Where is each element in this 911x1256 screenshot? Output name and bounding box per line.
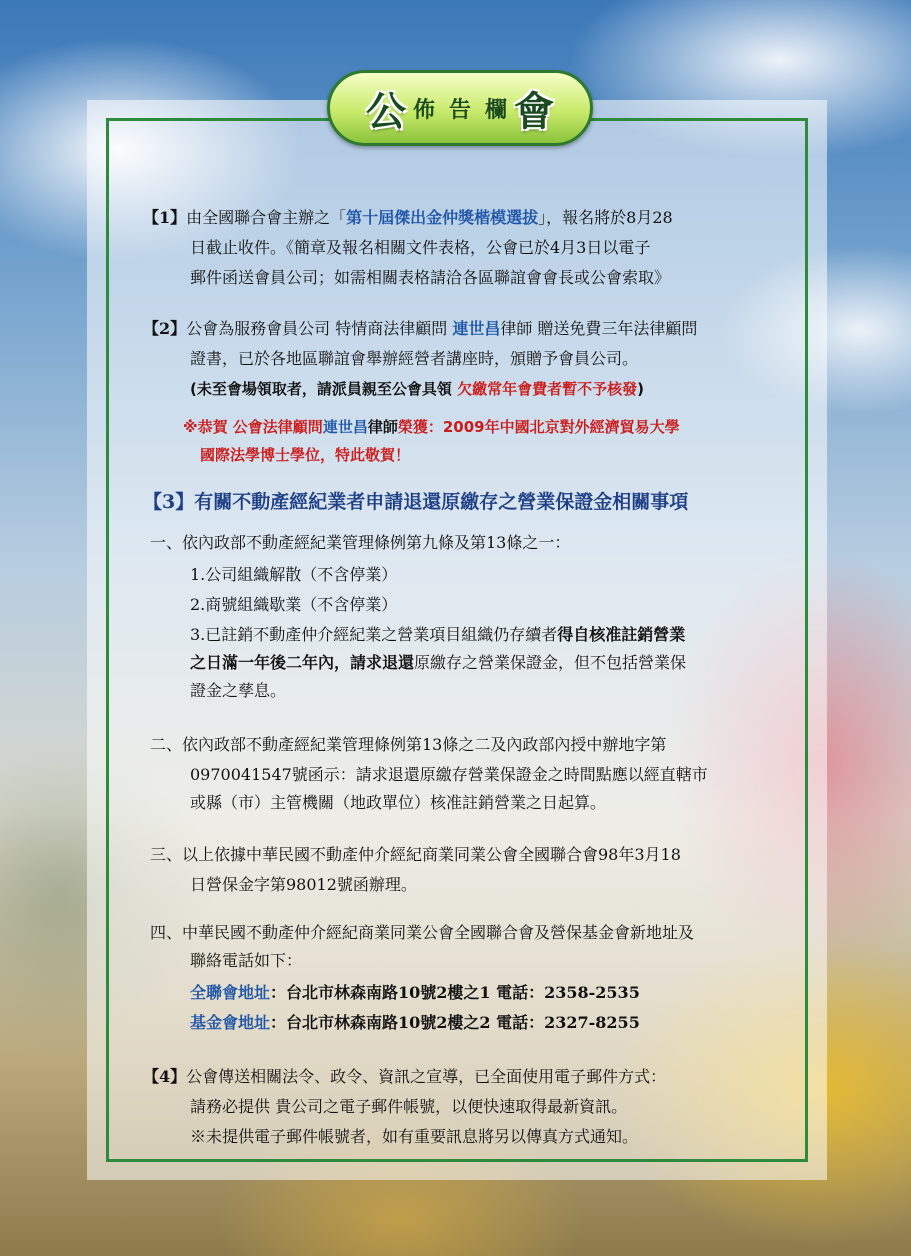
item2-congrats-line2: 國際法學博士學位，特此敬賀！	[200, 446, 411, 464]
item2-text-b: 律師 贈送免費三年法律顧問	[500, 319, 698, 338]
item2-close-paren: )	[637, 380, 644, 398]
bulletin-title-badge	[327, 70, 593, 146]
item1-line1	[143, 203, 673, 233]
item1-marker: 【1】	[143, 208, 187, 227]
item2-line1	[143, 314, 697, 344]
item4-text: 公會傳送相關法令、政令、資訊之宣導，已全面使用電子郵件方式：	[186, 1067, 667, 1086]
item1-event-name: 第十屆傑出金仲獎楷模選拔	[346, 208, 539, 227]
fund-address-line	[190, 1008, 640, 1038]
item3-sub1-point3-line1	[190, 620, 685, 650]
congrats-award: 榮獲：2009年中國北京對外經濟貿易大學	[397, 418, 680, 436]
item2-marker: 【2】	[143, 319, 187, 338]
congrats-title: 律師	[367, 418, 398, 436]
point3-bold-text: 得自核准註銷營業	[557, 625, 686, 644]
item2-text-a: 公會為服務會員公司 特情商法律顧問	[186, 319, 453, 338]
title-char-3: 告	[448, 97, 471, 123]
item3-sub4-line2: 聯絡電話如下：	[190, 951, 303, 970]
point3-text: 3.已註銷不動產仲介經紀業之營業項目組織仍存續者	[190, 625, 558, 644]
fund-address-label: 基金會地址	[190, 1013, 271, 1032]
item4-line3: ※未提供電子郵件帳號者，如有重要訊息將另以傳真方式通知。	[190, 1127, 639, 1146]
item2-pickup-note: (未至會場領取者，請派員親至公會具領	[190, 380, 458, 398]
hq-address-line	[190, 978, 640, 1008]
item2-fee-warning: 欠繳常年會費者暫不予核發	[457, 380, 638, 398]
item3-sub2-line2: 0970041547號函示：請求退還原繳存營業保證金之時間點應以經直轄市	[190, 765, 708, 784]
item3-sub1-point3-line3: 證金之孳息。	[190, 681, 287, 700]
title-char-first: 公	[365, 88, 406, 135]
hq-address-label: 全聯會地址	[190, 983, 271, 1002]
item1-line2: 日截止收件。《簡章及報名相關文件表格，公會已於4月3日以電子	[190, 238, 651, 257]
item2-line3	[190, 374, 644, 404]
item3-sub3-line1: 三、以上依據中華民國不動產仲介經紀商業同業公會全國聯合會98年3月18	[150, 845, 681, 864]
item2-lawyer-name: 連世昌	[452, 319, 501, 338]
item3-sub1-point2: 2.商號組織歇業（不含停業）	[190, 595, 398, 614]
item1-text-a: 由全國聯合會主辦之「	[186, 208, 347, 227]
item1-line3: 郵件函送會員公司；如需相關表格請洽各區聯誼會會長或公會索取》	[190, 268, 671, 287]
item3-heading: 【3】有關不動產經紀業者申請退還原繳存之營業保證金相關事項	[143, 491, 689, 513]
title-char-4: 欄	[485, 97, 508, 123]
title-char-last: 會	[514, 88, 555, 135]
congrats-lawyer-name: 連世昌	[322, 418, 368, 436]
hq-address-text: ：台北市林森南路10號2樓之1 電話：2358-2535	[270, 983, 640, 1002]
item4-marker: 【4】	[143, 1067, 187, 1086]
point3-text-b: 原繳存之營業保證金，但不包括營業保	[414, 653, 687, 672]
item3-sub1-point3-line2	[190, 648, 686, 678]
item3-sub1-title: 一、依內政部不動產經紀業管理條例第九條及第13條之一：	[150, 533, 571, 552]
fund-address-text: ：台北市林森南路10號2樓之2 電話：2327-8255	[270, 1013, 640, 1032]
item3-sub4-line1: 四、中華民國不動產仲介經紀商業同業公會全國聯合會及營保基金會新地址及	[150, 923, 695, 942]
title-char-2: 佈	[412, 97, 435, 123]
item3-sub2-line3: 或縣（市）主管機關（地政單位）核准註銷營業之日起算。	[190, 793, 607, 812]
item3-sub3-line2: 日營保金字第98012號函辦理。	[190, 875, 417, 894]
item3-sub1-point1: 1.公司組織解散（不含停業）	[190, 565, 398, 584]
item2-congrats-line1	[183, 412, 680, 442]
item2-line2: 證書，已於各地區聯誼會舉辦經營者講座時，頒贈予會員公司。	[190, 349, 639, 368]
item4-line1	[143, 1062, 666, 1092]
point3-bold-period: 之日滿一年後二年內，請求退還	[190, 653, 415, 672]
item1-text-b: 」，報名將於8月28	[538, 208, 673, 227]
item3-sub2-line1: 二、依內政部不動產經紀業管理條例第13條之二及內政部內授中辦地字第	[150, 735, 667, 754]
congrats-prefix: ※恭賀 公會法律顧問	[183, 418, 323, 436]
item4-line2: 請務必提供 貴公司之電子郵件帳號，以便快速取得最新資訊。	[190, 1097, 628, 1116]
